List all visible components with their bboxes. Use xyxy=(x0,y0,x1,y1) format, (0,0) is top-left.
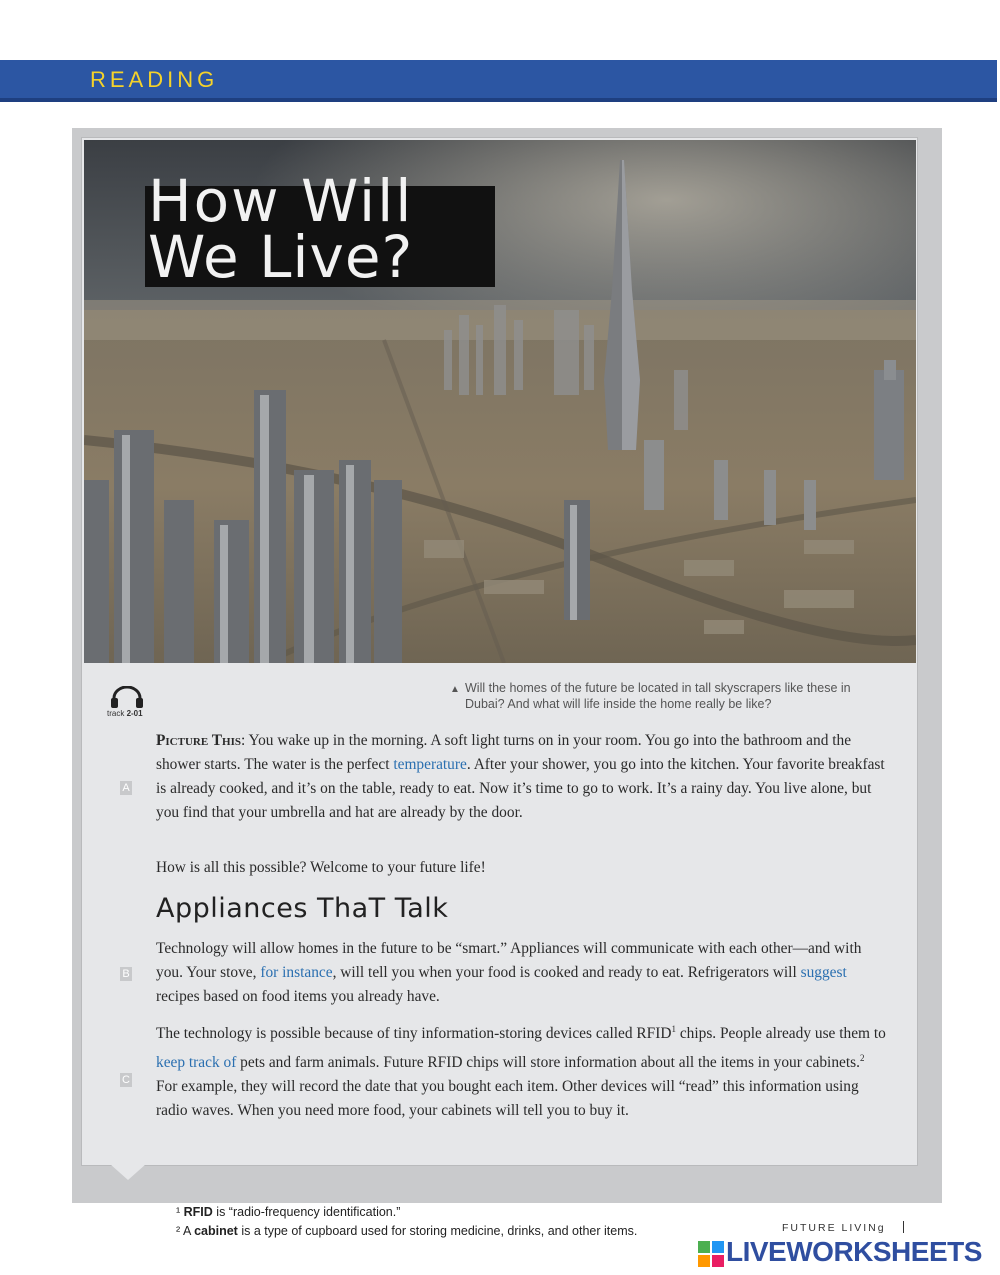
paragraph-b: Technology will allow homes in the future to be “smart.” Appliances will communicate with each other—and with you. Your stove, for instance, will tell you when your food is cooked and ready to eat. Refrigerators will suggest recipes based on food items you already have. xyxy=(156,940,862,1005)
caption-triangle-icon: ▲ xyxy=(450,684,460,695)
paragraph-question: How is all this possible? Welcome to your future life! xyxy=(156,859,486,876)
footnote-2: ² A cabinet is a type of cupboard used for storing medicine, drinks, and other items. xyxy=(176,1224,638,1238)
section-heading: Appliances ThaT Talk xyxy=(156,893,449,924)
paragraph-c: The technology is possible because of tiny information-storing devices called RFID$^1$ chips. People already use them to keep track of pets and farm animals. Future RFID chips will store information about all the items in your cabinets.$^2$ For example, they will record the date that you bought each item. Other devices will “read” this information using radio waves. When you need more food, your cabinets will tell you to buy it. xyxy=(156,1024,886,1120)
page-title-line2: We Live? xyxy=(148,223,414,291)
section-header-rule xyxy=(0,98,997,102)
vocab-keep-track-of[interactable]: keep track of xyxy=(156,1054,237,1072)
vocab-for-instance[interactable]: for instance xyxy=(260,964,333,981)
paragraph-a: Picture This: You wake up in the morning. A soft light turns on in your room. You go into the bathroom and the shower starts. The water is the perfect temperature. After your shower, you go into the kitchen. Your favorite breakfast is already cooked, and it’s on the table, ready to eat. Now it’s time to go to work. It’s a rainy day. You live alone, but you find that your umbrella and hat are already by the door. xyxy=(156,732,885,821)
vocab-suggest[interactable]: suggest xyxy=(800,964,847,981)
paragraph-marker-a: A xyxy=(120,781,132,795)
liveworksheets-logo-icon xyxy=(698,1241,724,1267)
brand-name[interactable]: LIVEWORKSHEETS xyxy=(726,1236,982,1267)
footer-divider xyxy=(903,1221,904,1233)
photo-caption xyxy=(450,680,880,712)
paragraph-marker-b: B xyxy=(120,967,132,981)
panel-notch xyxy=(110,1164,146,1180)
vocab-temperature[interactable]: temperature xyxy=(393,756,467,773)
audio-track-label: track 2-01 xyxy=(107,709,143,718)
page-title-line1: How Will xyxy=(148,167,414,235)
lead-in: Picture This xyxy=(156,732,241,749)
caption-text: Will the homes of the future be located in tall skyscrapers like these in Dubai? And what will life inside the home really be like? xyxy=(465,681,851,711)
footnote-1: ¹ RFID is “radio-frequency identification.” xyxy=(176,1205,401,1219)
headphones-icon[interactable] xyxy=(110,686,144,708)
section-label: READING xyxy=(90,67,219,92)
paragraph-marker-c: C xyxy=(120,1073,132,1087)
chapter-label: FUTURE LIVINg xyxy=(782,1222,886,1234)
